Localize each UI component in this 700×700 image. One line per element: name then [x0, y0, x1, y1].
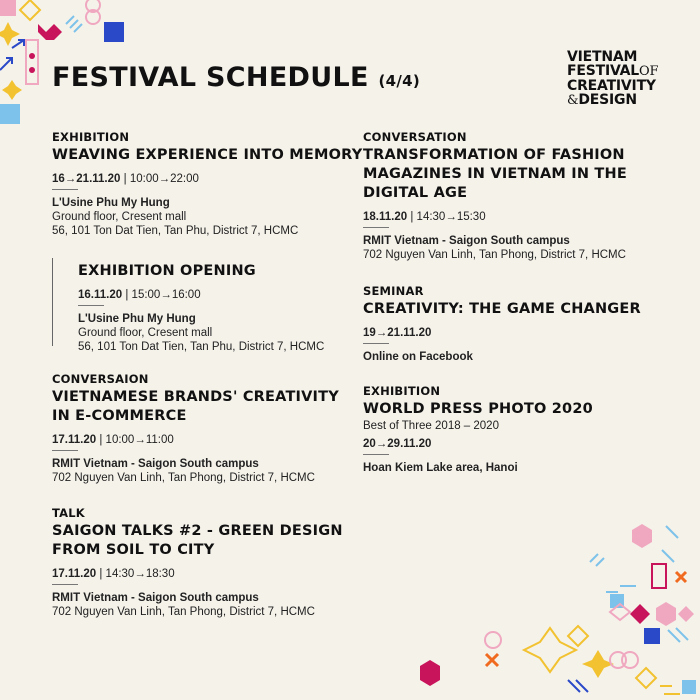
event-date: 19→21.11.20	[363, 327, 432, 339]
yellow-star-shape	[2, 80, 22, 100]
event-date: 17.11.20	[52, 568, 97, 580]
event-venue	[363, 234, 627, 262]
event-name	[52, 388, 339, 426]
venue-name: L'Usine Phu My Hung	[78, 313, 196, 325]
blue-arrow-shape	[12, 40, 24, 48]
logo-line	[567, 64, 658, 79]
event-datetime	[78, 289, 324, 301]
logo-ampersand: &	[567, 93, 579, 108]
logo-line	[567, 93, 658, 108]
blue-arrow-shape	[0, 58, 12, 70]
logo-line: CREATIVITY	[567, 78, 656, 94]
event-name-line: TRANSFORMATION OF FASHION	[363, 147, 625, 163]
orange-cross-shape	[486, 654, 498, 666]
yellow-diamond-shape	[20, 0, 40, 20]
pink-flower-shape	[632, 524, 652, 548]
separator: |	[123, 173, 127, 185]
event-category: CONVERSATION	[363, 130, 467, 144]
event-time: 10:00→11:00	[105, 434, 174, 446]
magenta-diamond-shape	[630, 604, 650, 624]
event-date: 16.11.20	[78, 289, 123, 301]
divider	[78, 305, 104, 306]
event-category: CONVERSAION	[52, 372, 149, 386]
pink-flower-shape	[656, 602, 676, 626]
blue-dash-shape	[606, 586, 636, 592]
orange-cross-shape	[676, 572, 686, 582]
yellow-diamond-shape	[636, 668, 656, 688]
event-date: 17.11.20	[52, 434, 97, 446]
blue-lines-shape	[568, 680, 588, 692]
event-saigon-talks	[52, 506, 343, 619]
blue-lines-shape	[668, 628, 688, 642]
magenta-dot-shape	[29, 67, 35, 73]
venue-address: 702 Nguyen Van Linh, Tan Phong, District 7, HCMC	[363, 249, 626, 261]
venue-address: 702 Nguyen Van Linh, Tan Phong, District 7, HCMC	[52, 606, 315, 618]
venue-name: RMIT Vietnam - Saigon South campus	[52, 592, 259, 604]
blue-square-shape	[104, 22, 124, 42]
event-weaving-experience	[52, 130, 362, 238]
event-name-line: FROM SOIL TO CITY	[52, 542, 215, 558]
blue-square-shape	[644, 628, 660, 644]
divider	[363, 343, 389, 344]
title-text: FESTIVAL SCHEDULE	[52, 62, 369, 93]
event-exhibition-opening	[78, 260, 324, 354]
venue-address: 56, 101 Ton Dat Tien, Tan Phu, District 7, HCMC	[52, 225, 299, 237]
page-title	[52, 62, 420, 93]
event-name: CREATIVITY: THE GAME CHANGER	[363, 301, 641, 317]
event-venue	[52, 196, 362, 238]
blue-square-shape	[0, 104, 20, 124]
logo-line: VIETNAM	[567, 49, 638, 65]
pink-bracket-shape	[652, 564, 666, 588]
separator: |	[125, 289, 129, 301]
event-subtitle: Best of Three 2018 – 2020	[363, 420, 499, 432]
event-vietnamese-brands	[52, 372, 339, 485]
event-datetime	[363, 211, 627, 223]
separator: |	[99, 434, 103, 446]
event-category: SEMINAR	[363, 284, 424, 298]
event-name: WORLD PRESS PHOTO 2020	[363, 401, 593, 417]
blue-square-shape	[682, 680, 696, 694]
event-category: EXHIBITION	[52, 130, 130, 144]
event-datetime	[52, 173, 362, 185]
event-name: EXHIBITION OPENING	[78, 263, 256, 279]
pink-diamond-shape	[678, 606, 694, 622]
venue-address: 702 Nguyen Van Linh, Tan Phong, District 7, HCMC	[52, 472, 315, 484]
venue-name: L'Usine Phu My Hung	[52, 197, 170, 209]
separator: |	[410, 211, 414, 223]
event-datetime	[363, 327, 641, 339]
event-name-line: DIGITAL AGE	[363, 185, 468, 201]
event-time: 14:30→15:30	[416, 211, 486, 223]
event-fashion-magazines	[363, 130, 627, 262]
event-name-line: SAIGON TALKS #2 - GREEN DESIGN	[52, 523, 343, 539]
venue-address: 56, 101 Ton Dat Tien, Tan Phu, District 7, HCMC	[78, 341, 325, 353]
pink-square-shape	[0, 0, 16, 16]
event-datetime	[52, 434, 339, 446]
sub-event-indicator-line	[52, 258, 53, 346]
event-category: TALK	[52, 506, 85, 520]
divider	[363, 454, 389, 455]
blue-lines-shape	[662, 526, 678, 562]
magenta-flower-shape	[420, 660, 440, 686]
magenta-dot-shape	[29, 53, 35, 59]
event-time: 14:30→18:30	[105, 568, 175, 580]
event-venue	[363, 461, 593, 475]
logo-word: DESIGN	[578, 92, 637, 108]
magenta-flower-shape	[38, 24, 62, 40]
venue-address: Ground floor, Cresent mall	[52, 211, 187, 223]
logo-word: OF	[639, 64, 659, 79]
blue-lines-shape	[590, 554, 604, 566]
title-part-indicator: (4/4)	[378, 72, 421, 90]
event-datetime	[363, 438, 593, 450]
divider	[52, 450, 78, 451]
divider	[363, 227, 389, 228]
blue-lines-shape	[66, 16, 82, 32]
venue-name: Online on Facebook	[363, 351, 473, 363]
event-name-line: IN E-COMMERCE	[52, 408, 187, 424]
yellow-star-shape	[0, 22, 20, 46]
event-name-line: VIETNAMESE BRANDS' CREATIVITY	[52, 389, 339, 405]
decorative-pattern-bottom-right	[410, 520, 700, 700]
event-venue	[52, 591, 343, 619]
festival-logo	[567, 50, 658, 108]
event-name: WEAVING EXPERIENCE INTO MEMORY	[52, 147, 363, 163]
yellow-dash-shape	[660, 686, 680, 694]
venue-name: RMIT Vietnam - Saigon South campus	[52, 458, 259, 470]
logo-word: FESTIVAL	[567, 63, 640, 79]
event-venue	[52, 457, 339, 485]
pink-ring-shape	[485, 632, 501, 648]
event-creativity-seminar	[363, 284, 641, 364]
event-venue	[363, 350, 641, 364]
event-world-press-photo	[363, 384, 593, 475]
event-date: 18.11.20	[363, 211, 408, 223]
separator: |	[99, 568, 103, 580]
divider	[52, 584, 78, 585]
event-venue	[78, 312, 324, 354]
event-name	[52, 522, 343, 560]
event-name-line: MAGAZINES IN VIETNAM IN THE	[363, 166, 627, 182]
event-time: 10:00→22:00	[129, 173, 199, 185]
event-time: 15:00→16:00	[131, 289, 201, 301]
event-datetime	[52, 568, 343, 580]
yellow-diamond-shape	[568, 626, 588, 646]
pink-ring-shape	[622, 652, 638, 668]
yellow-star-shape	[582, 650, 614, 678]
event-date: 16→21.11.20	[52, 173, 121, 185]
venue-name: RMIT Vietnam - Saigon South campus	[363, 235, 570, 247]
event-date: 20→29.11.20	[363, 438, 432, 450]
venue-name: Hoan Kiem Lake area, Hanoi	[363, 462, 518, 474]
event-category: EXHIBITION	[363, 384, 441, 398]
divider	[52, 189, 78, 190]
venue-address: Ground floor, Cresent mall	[78, 327, 213, 339]
pink-bracket-shape	[26, 40, 38, 84]
event-name	[363, 146, 627, 203]
